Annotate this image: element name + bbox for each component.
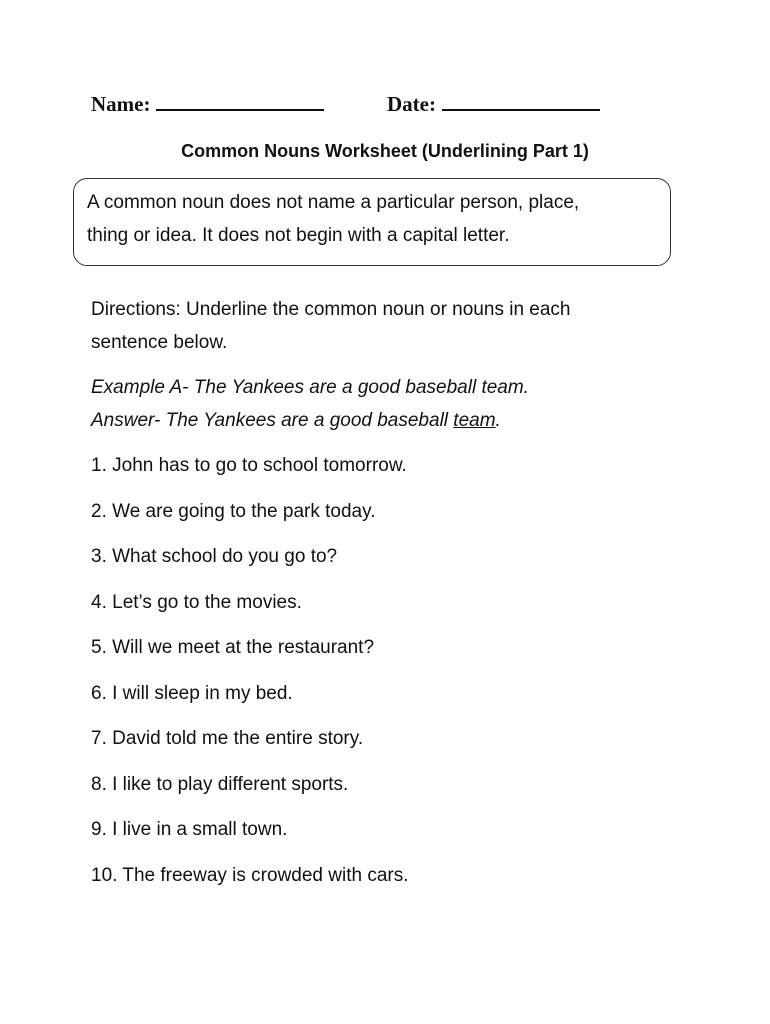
sentence-item: 7. David told me the entire story. [91, 728, 364, 749]
sentence-item: 8. I like to play different sports. [91, 773, 349, 795]
sentence-list [91, 450, 691, 905]
answer-underlined-noun: team [453, 410, 496, 431]
sentence-item: 3. What school do you go to? [91, 546, 338, 567]
directions-line-1: Directions: Underline the common noun or nouns in each [91, 299, 571, 320]
date-field [387, 92, 600, 117]
definition-text [87, 186, 657, 252]
name-label: Name: [91, 92, 151, 116]
sentence-item: 1. John has to go to school tomorrow. [91, 455, 407, 476]
definition-line-2: thing or idea. It does not begin with a capital letter. [87, 225, 510, 246]
example-block [91, 371, 651, 437]
name-blank-line [156, 107, 324, 111]
definition-line-1: A common noun does not name a particular person, place, [87, 192, 580, 213]
sentence-item: 9. I live in a small town. [91, 819, 288, 840]
directions-line-2: sentence below. [91, 332, 228, 353]
sentence-item: 2. We are going to the park today. [91, 500, 376, 522]
sentence-item: 4. Let’s go to the movies. [91, 591, 302, 613]
name-field [91, 92, 324, 117]
date-blank-line [442, 107, 600, 111]
answer-suffix: . [495, 410, 501, 431]
answer-line [91, 404, 651, 437]
worksheet-title: Common Nouns Worksheet (Underlining Part 1) [181, 141, 589, 161]
directions-text [91, 293, 651, 359]
sentence-item: 6. I will sleep in my bed. [91, 682, 293, 704]
answer-prefix: Answer- The Yankees are a good baseball [91, 410, 454, 431]
example-line: Example A- The Yankees are a good baseball team. [91, 377, 529, 398]
date-label: Date: [387, 92, 436, 116]
sentence-item: 5. Will we meet at the restaurant? [91, 637, 375, 658]
worksheet-header [91, 92, 691, 122]
sentence-item: 10. The freeway is crowded with cars. [91, 864, 409, 886]
